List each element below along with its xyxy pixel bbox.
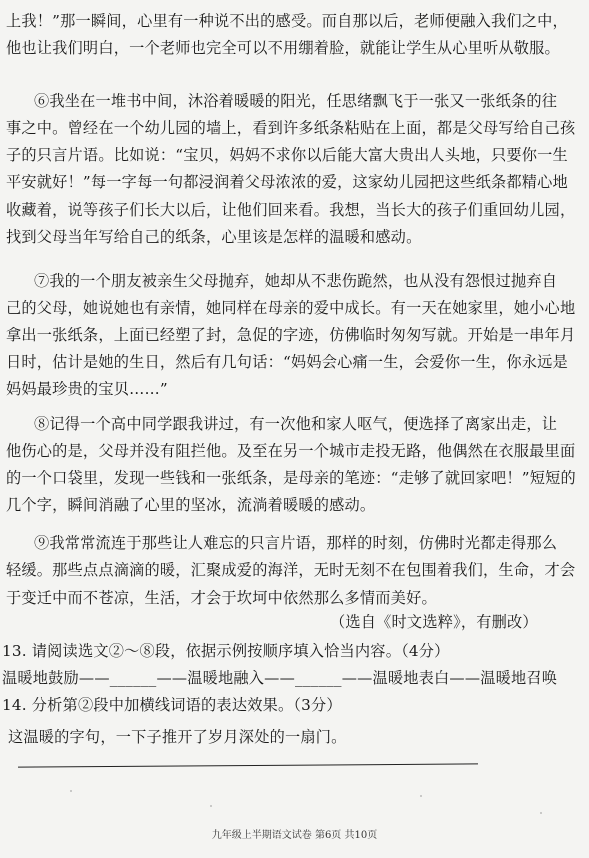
- scan-speck: [540, 812, 542, 814]
- text-line: 妈妈最珍贵的宝贝……”: [6, 380, 168, 398]
- text-line: ⑧记得一个高中同学跟我讲过，有一次他和家人呕气，便选择了离家出走，让: [34, 415, 558, 433]
- question-14-quote: 这温暖的字句，一下子推开了岁月深处的一扇门。: [8, 728, 347, 746]
- text-line: 他也让我们明白，一个老师也完全可以不用绷着脸，就能让学生从心里听从敬服。: [6, 39, 560, 57]
- text-line: 找到父母当年写给自己的纸条，心里该是怎样的温暖和感动。: [6, 228, 422, 246]
- text-line: 轻缓。那些点点滴滴的暖，汇聚成爱的海洋，无时无刻不在包围着我们，生命，才会: [6, 561, 576, 579]
- text-line: 他伤心的是，父母并没有阻拦他。及至在另一个城市走投无路，他偶然在衣服最里面: [6, 442, 576, 460]
- text-line: 平安就好！”每一字每一句都浸润着父母浓浓的爱，这家幼儿园把这些纸条都精心地: [6, 173, 568, 191]
- question-13: 13. 请阅读选文②～⑧段，依据示例按顺序填入恰当内容。（4分）: [2, 642, 450, 660]
- text-line: 几个字，瞬间消融了心里的坚冰，流淌着暖暖的感动。: [6, 496, 376, 514]
- scan-speck: [70, 790, 72, 792]
- text-line: ⑥我坐在一堆书中间，沐浴着暖暖的阳光，任思绪飘飞于一张又一张纸条的往: [34, 92, 558, 110]
- scan-speck: [420, 795, 422, 797]
- text-line: 上我！”那一瞬间，心里有一种说不出的感受。而自那以后，老师便融入我们之中，: [6, 12, 568, 30]
- text-line: 于变迁中而不苍凉，生活，才会于坎坷中依然那么多情而美好。: [6, 589, 437, 607]
- text-line: 的一个口袋里，发现一些钱和一张纸条，是母亲的笔迹：“走够了就回家吧！”短短的: [6, 469, 576, 487]
- text-line: 己的父母，她说她也有亲情，她同样在母亲的爱中成长。有一天在她家里，她小心地: [6, 299, 576, 317]
- page-footer: 九年级上半期语文试卷 第6页 共10页: [211, 830, 378, 841]
- question-14: 14. 分析第②段中加横线词语的表达效果。（3分）: [2, 696, 342, 714]
- text-line: ⑨我常常流连于那些让人难忘的只言片语，那样的时刻，仿佛时光都走得那么: [34, 534, 558, 552]
- answer-line: [18, 763, 478, 767]
- question-13-answer-template: 温暖地鼓励——______——温暖地融入——______——温暖地表白——温暖地召唤: [2, 669, 558, 687]
- source-citation: （选自《时文选粹》，有删改）: [330, 613, 538, 631]
- text-line: 拿出一张纸条，上面已经塑了封，急促的字迹，仿佛临时匆匆写就。开始是一串年月: [6, 326, 576, 344]
- text-line: 事之中。曾经在一个幼儿园的墙上，看到许多纸条粘贴在上面，都是父母写给自己孩: [6, 119, 576, 137]
- scan-speck: [210, 805, 212, 807]
- text-line: 子的只言片语。比如说：“宝贝，妈妈不求你以后能大富大贵出人头地，只要你一生: [6, 146, 568, 164]
- text-line: 日时，估计是她的生日，然后有几句话：“妈妈会心痛一生，会爱你一生，你永远是: [6, 353, 568, 371]
- text-line: 收藏着，说等孩子们长大以后，让他们回来看。我想，当长大的孩子们重回幼儿园，: [6, 201, 576, 219]
- text-line: ⑦我的一个朋友被亲生父母抛弃，她却从不悲伤跪然，也从没有怨恨过抛弃自: [34, 272, 558, 290]
